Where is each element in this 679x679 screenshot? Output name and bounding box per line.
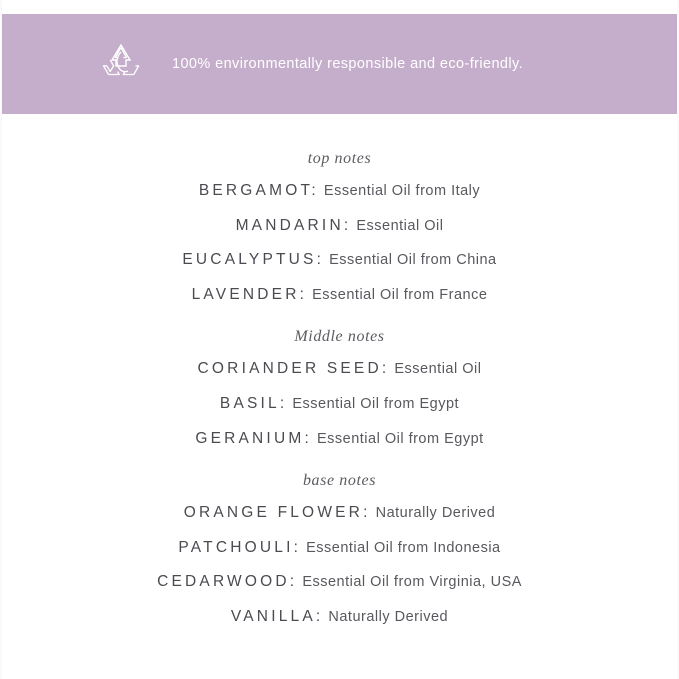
note-description: Essential Oil from Italy xyxy=(323,183,481,199)
note-description: Essential Oil from China xyxy=(329,252,497,269)
note-line xyxy=(2,217,677,236)
note-name: BASIL: xyxy=(219,394,288,412)
notes-section-middle xyxy=(2,328,677,448)
note-line xyxy=(2,430,677,449)
note-name: CORIANDER SEED: xyxy=(197,360,390,378)
notes-section-base xyxy=(2,472,677,626)
note-description: Essential Oil xyxy=(394,361,482,378)
note-line xyxy=(2,395,677,414)
section-title-base: base notes xyxy=(302,472,377,490)
note-description: Essential Oil from France xyxy=(312,286,488,303)
note-name: VANILLA: xyxy=(230,607,324,625)
section-title-top: top notes xyxy=(307,150,372,167)
note-line xyxy=(2,182,677,201)
notes-content xyxy=(2,124,677,679)
notes-section-top xyxy=(2,150,677,304)
note-line xyxy=(2,573,677,592)
note-line xyxy=(2,360,677,379)
note-description: Naturally Derived xyxy=(375,505,496,522)
note-line xyxy=(2,539,677,558)
note-name: PATCHOULI: xyxy=(178,538,302,556)
note-line xyxy=(2,251,677,270)
note-name: BERGAMOT: xyxy=(198,182,319,199)
eco-banner xyxy=(2,14,677,114)
note-description: Essential Oil from Egypt xyxy=(316,430,484,447)
note-name: GERANIUM: xyxy=(195,429,312,447)
note-name: LAVENDER: xyxy=(191,285,308,303)
note-line xyxy=(2,286,677,305)
section-title-middle: Middle notes xyxy=(294,328,385,346)
note-line xyxy=(2,608,677,627)
note-name: EUCALYPTUS: xyxy=(182,251,325,269)
note-name: CEDARWOOD: xyxy=(157,573,298,591)
eco-banner-text: 100% environmentally responsible and eco-friendly. xyxy=(172,56,524,72)
note-description: Naturally Derived xyxy=(328,608,449,625)
note-description: Essential Oil from Egypt xyxy=(292,395,460,412)
note-name: MANDARIN: xyxy=(235,216,352,234)
note-line xyxy=(2,504,677,523)
recycle-icon xyxy=(97,40,145,88)
note-name: ORANGE FLOWER: xyxy=(183,504,371,522)
note-description: Essential Oil from Indonesia xyxy=(306,539,501,556)
note-description: Essential Oil from Virginia, USA xyxy=(302,574,522,591)
note-description: Essential Oil xyxy=(356,217,444,234)
